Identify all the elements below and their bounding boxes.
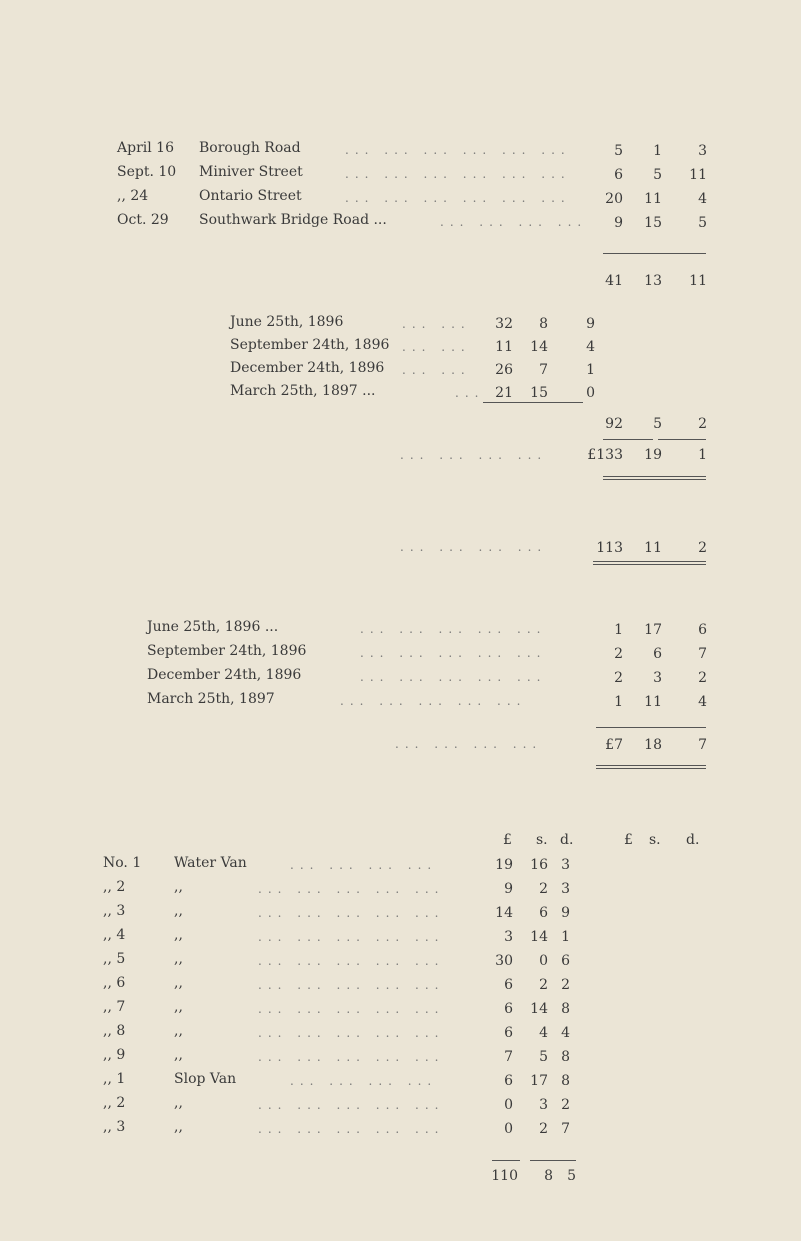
van-number: ,, 7 bbox=[103, 999, 126, 1015]
greasing-amount-pounds: 1 bbox=[614, 694, 623, 710]
leader-dots: ... ... ... ... ... bbox=[258, 978, 445, 992]
repair-amount-shillings: 17 bbox=[530, 1073, 548, 1089]
van-number: ,, 4 bbox=[103, 927, 126, 943]
sundries-amount-pounds: 26 bbox=[495, 362, 513, 378]
leader-dots: ... ... ... ... ... bbox=[258, 882, 445, 896]
repair-amount-pounds: 9 bbox=[504, 881, 513, 897]
sundries-amount-shillings: 14 bbox=[530, 339, 548, 355]
van-type: ,, bbox=[174, 1047, 183, 1063]
sundries-total-pounds: 92 bbox=[605, 416, 623, 432]
curbs-amount-pounds: 9 bbox=[614, 215, 623, 231]
repair-amount-shillings: 14 bbox=[530, 1001, 548, 1017]
van-number: ,, 3 bbox=[103, 903, 126, 919]
curbs-total-pounds: £133 bbox=[587, 447, 623, 463]
slop-vans-pence: 2 bbox=[698, 540, 707, 556]
repair-amount-shillings: 4 bbox=[539, 1025, 548, 1041]
curbs-subtotal-pounds: 41 bbox=[605, 273, 623, 289]
curbs-total-dots: ... ... ... ... bbox=[400, 448, 548, 462]
repair-amount-pounds: 6 bbox=[504, 1025, 513, 1041]
leader-dots: ... ... ... ... ... bbox=[360, 670, 547, 684]
repair-amount-shillings: 3 bbox=[539, 1097, 548, 1113]
greasing-date: September 24th, 1896 bbox=[147, 643, 307, 659]
van-type: ,, bbox=[174, 975, 183, 991]
curbs-amount-pence: 3 bbox=[698, 143, 707, 159]
van-number: ,, 5 bbox=[103, 951, 126, 967]
leader-dots: ... ... ... ... ... bbox=[360, 622, 547, 636]
sundries-amount-pounds: 32 bbox=[495, 316, 513, 332]
header-shillings: s. bbox=[536, 832, 548, 848]
repair-amount-pounds: 6 bbox=[504, 977, 513, 993]
repair-amount-pounds: 0 bbox=[504, 1097, 513, 1113]
greasing-double-rule bbox=[596, 765, 706, 769]
curbs-total-shillings: 19 bbox=[644, 447, 662, 463]
leader-dots: ... ... ... ... ... bbox=[258, 1122, 445, 1136]
sundries-amount-pence: 9 bbox=[586, 316, 595, 332]
repair-amount-shillings: 2 bbox=[539, 977, 548, 993]
van-type: ,, bbox=[174, 1119, 183, 1135]
sundries-amount-shillings: 7 bbox=[539, 362, 548, 378]
greasing-total-pence: 7 bbox=[698, 737, 707, 753]
repair-amount-pounds: 0 bbox=[504, 1121, 513, 1137]
leader-dots: ... ... ... ... ... bbox=[258, 1098, 445, 1112]
repair-amount-shillings: 16 bbox=[530, 857, 548, 873]
sundries-amount-pence: 0 bbox=[586, 385, 595, 401]
leader-dots: ... ... ... ... bbox=[290, 1074, 438, 1088]
repair-amount-pence: 3 bbox=[561, 857, 570, 873]
sundries-date: March 25th, 1897 ... bbox=[230, 383, 376, 399]
greasing-amount-pence: 2 bbox=[698, 670, 707, 686]
repair-amount-pence: 6 bbox=[561, 953, 570, 969]
repair-amount-shillings: 5 bbox=[539, 1049, 548, 1065]
repair-amount-pence: 7 bbox=[561, 1121, 570, 1137]
van-number: ,, 2 bbox=[103, 879, 126, 895]
greasing-amount-pence: 4 bbox=[698, 694, 707, 710]
leader-dots: ... ... ... ... ... bbox=[258, 1026, 445, 1040]
leader-dots: ... ... ... ... ... ... bbox=[345, 143, 571, 157]
curbs-subtotal-rule bbox=[603, 253, 706, 254]
greasing-total-dots: ... ... ... ... bbox=[395, 737, 543, 751]
repair-amount-pence: 1 bbox=[561, 929, 570, 945]
greasing-date: March 25th, 1897 bbox=[147, 691, 275, 707]
sundries-amount-pence: 1 bbox=[586, 362, 595, 378]
leader-dots: ... ... bbox=[402, 363, 471, 377]
leader-dots: ... ... ... ... ... bbox=[340, 694, 527, 708]
curbs-amount-shillings: 1 bbox=[653, 143, 662, 159]
curbs-subtotal-pence: 11 bbox=[689, 273, 707, 289]
curbs-amount-pounds: 20 bbox=[605, 191, 623, 207]
van-number: ,, 2 bbox=[103, 1095, 126, 1111]
curbs-subtotal-shillings: 13 bbox=[644, 273, 662, 289]
sundries-amount-pence: 4 bbox=[586, 339, 595, 355]
curbs-amount-shillings: 5 bbox=[653, 167, 662, 183]
curbs-date: Sept. 10 bbox=[117, 164, 177, 180]
total-rule-a bbox=[603, 439, 653, 440]
repair-amount-pence: 8 bbox=[561, 1001, 570, 1017]
carried-rule-b bbox=[530, 1160, 576, 1161]
repair-amount-pounds: 7 bbox=[504, 1049, 513, 1065]
van-type: ,, bbox=[174, 951, 183, 967]
repair-amount-shillings: 2 bbox=[539, 881, 548, 897]
repair-amount-shillings: 6 bbox=[539, 905, 548, 921]
repair-amount-pounds: 6 bbox=[504, 1073, 513, 1089]
curbs-street: Ontario Street bbox=[199, 188, 302, 204]
repair-amount-pounds: 30 bbox=[495, 953, 513, 969]
curbs-amount-shillings: 15 bbox=[644, 215, 662, 231]
leader-dots: ... ... ... ... ... bbox=[360, 646, 547, 660]
slop-vans-double-rule bbox=[593, 561, 706, 565]
repair-amount-pounds: 19 bbox=[495, 857, 513, 873]
van-type: ,, bbox=[174, 1023, 183, 1039]
repair-amount-pence: 3 bbox=[561, 881, 570, 897]
leader-dots: ... ... ... ... ... bbox=[258, 1002, 445, 1016]
repair-amount-pence: 9 bbox=[561, 905, 570, 921]
carried-rule-a bbox=[492, 1160, 520, 1161]
greasing-amount-shillings: 11 bbox=[644, 694, 662, 710]
slop-vans-pounds: 113 bbox=[596, 540, 623, 556]
curbs-date: April 16 bbox=[117, 140, 174, 156]
curbs-total-pence: 1 bbox=[698, 447, 707, 463]
leader-dots: ... ... ... ... bbox=[290, 858, 438, 872]
van-number: ,, 9 bbox=[103, 1047, 126, 1063]
van-number: ,, 8 bbox=[103, 1023, 126, 1039]
greasing-date: June 25th, 1896 ... bbox=[147, 619, 279, 635]
header-pence: d. bbox=[560, 832, 574, 848]
header-shillings-2: s. bbox=[649, 832, 661, 848]
curbs-street: Southwark Bridge Road ... bbox=[199, 212, 387, 228]
repair-amount-pence: 2 bbox=[561, 977, 570, 993]
van-type: ,, bbox=[174, 999, 183, 1015]
sundries-amount-shillings: 15 bbox=[530, 385, 548, 401]
repair-amount-shillings: 2 bbox=[539, 1121, 548, 1137]
greasing-amount-pence: 7 bbox=[698, 646, 707, 662]
curbs-amount-pounds: 5 bbox=[614, 143, 623, 159]
sundries-amount-pounds: 21 bbox=[495, 385, 513, 401]
repair-amount-pence: 8 bbox=[561, 1049, 570, 1065]
van-number: ,, 3 bbox=[103, 1119, 126, 1135]
leader-dots: ... ... ... ... ... bbox=[258, 906, 445, 920]
slop-vans-dots: ... ... ... ... bbox=[400, 540, 548, 554]
sundries-date: September 24th, 1896 bbox=[230, 337, 390, 353]
van-type: ,, bbox=[174, 903, 183, 919]
sundries-rule bbox=[483, 402, 583, 403]
curbs-street: Borough Road bbox=[199, 140, 301, 156]
greasing-amount-shillings: 6 bbox=[653, 646, 662, 662]
greasing-amount-pounds: 2 bbox=[614, 670, 623, 686]
curbs-total-double-rule bbox=[603, 476, 706, 480]
sundries-amount-pounds: 11 bbox=[495, 339, 513, 355]
leader-dots: ... ... ... ... ... ... bbox=[345, 167, 571, 181]
van-type: Slop Van bbox=[174, 1071, 237, 1087]
leader-dots: ... ... ... ... bbox=[440, 215, 588, 229]
curbs-amount-pence: 11 bbox=[689, 167, 707, 183]
greasing-amount-shillings: 17 bbox=[644, 622, 662, 638]
van-number: No. 1 bbox=[103, 855, 142, 871]
curbs-street: Miniver Street bbox=[199, 164, 303, 180]
sundries-date: December 24th, 1896 bbox=[230, 360, 385, 376]
repair-amount-pence: 8 bbox=[561, 1073, 570, 1089]
total-rule-b bbox=[658, 439, 706, 440]
leader-dots: ... ... ... ... ... bbox=[258, 1050, 445, 1064]
header-pounds: £ bbox=[503, 832, 512, 848]
repair-amount-pence: 4 bbox=[561, 1025, 570, 1041]
van-number: ,, 6 bbox=[103, 975, 126, 991]
van-type: Water Van bbox=[174, 855, 247, 871]
leader-dots: ... ... ... ... ... bbox=[258, 954, 445, 968]
curbs-amount-shillings: 11 bbox=[644, 191, 662, 207]
leader-dots: ... ... ... ... ... bbox=[258, 930, 445, 944]
sundries-amount-shillings: 8 bbox=[539, 316, 548, 332]
carried-forward-pounds: 110 bbox=[491, 1168, 518, 1184]
greasing-total-pounds: £7 bbox=[605, 737, 623, 753]
greasing-amount-pounds: 2 bbox=[614, 646, 623, 662]
van-number: ,, 1 bbox=[103, 1071, 126, 1087]
van-type: ,, bbox=[174, 927, 183, 943]
curbs-date: Oct. 29 bbox=[117, 212, 169, 228]
repair-amount-pounds: 3 bbox=[504, 929, 513, 945]
van-type: ,, bbox=[174, 1095, 183, 1111]
repair-amount-shillings: 0 bbox=[539, 953, 548, 969]
leader-dots: ... bbox=[455, 386, 485, 400]
sundries-total-shillings: 5 bbox=[653, 416, 662, 432]
greasing-amount-shillings: 3 bbox=[653, 670, 662, 686]
leader-dots: ... ... bbox=[402, 317, 471, 331]
header-pence-2: d. bbox=[686, 832, 700, 848]
sundries-date: June 25th, 1896 bbox=[230, 314, 344, 330]
greasing-date: December 24th, 1896 bbox=[147, 667, 302, 683]
repair-amount-shillings: 14 bbox=[530, 929, 548, 945]
curbs-amount-pence: 4 bbox=[698, 191, 707, 207]
greasing-amount-pence: 6 bbox=[698, 622, 707, 638]
greasing-rule bbox=[596, 727, 706, 728]
greasing-total-shillings: 18 bbox=[644, 737, 662, 753]
repair-amount-pence: 2 bbox=[561, 1097, 570, 1113]
slop-vans-shillings: 11 bbox=[644, 540, 662, 556]
curbs-amount-pounds: 6 bbox=[614, 167, 623, 183]
carried-forward-shillings: 8 bbox=[544, 1168, 553, 1184]
van-type: ,, bbox=[174, 879, 183, 895]
curbs-date: ,, 24 bbox=[117, 188, 149, 204]
header-pounds-2: £ bbox=[624, 832, 633, 848]
curbs-amount-pence: 5 bbox=[698, 215, 707, 231]
greasing-amount-pounds: 1 bbox=[614, 622, 623, 638]
sundries-total-pence: 2 bbox=[698, 416, 707, 432]
repair-amount-pounds: 14 bbox=[495, 905, 513, 921]
leader-dots: ... ... ... ... ... ... bbox=[345, 191, 571, 205]
repair-amount-pounds: 6 bbox=[504, 1001, 513, 1017]
leader-dots: ... ... bbox=[402, 340, 471, 354]
carried-forward-pence: 5 bbox=[567, 1168, 576, 1184]
